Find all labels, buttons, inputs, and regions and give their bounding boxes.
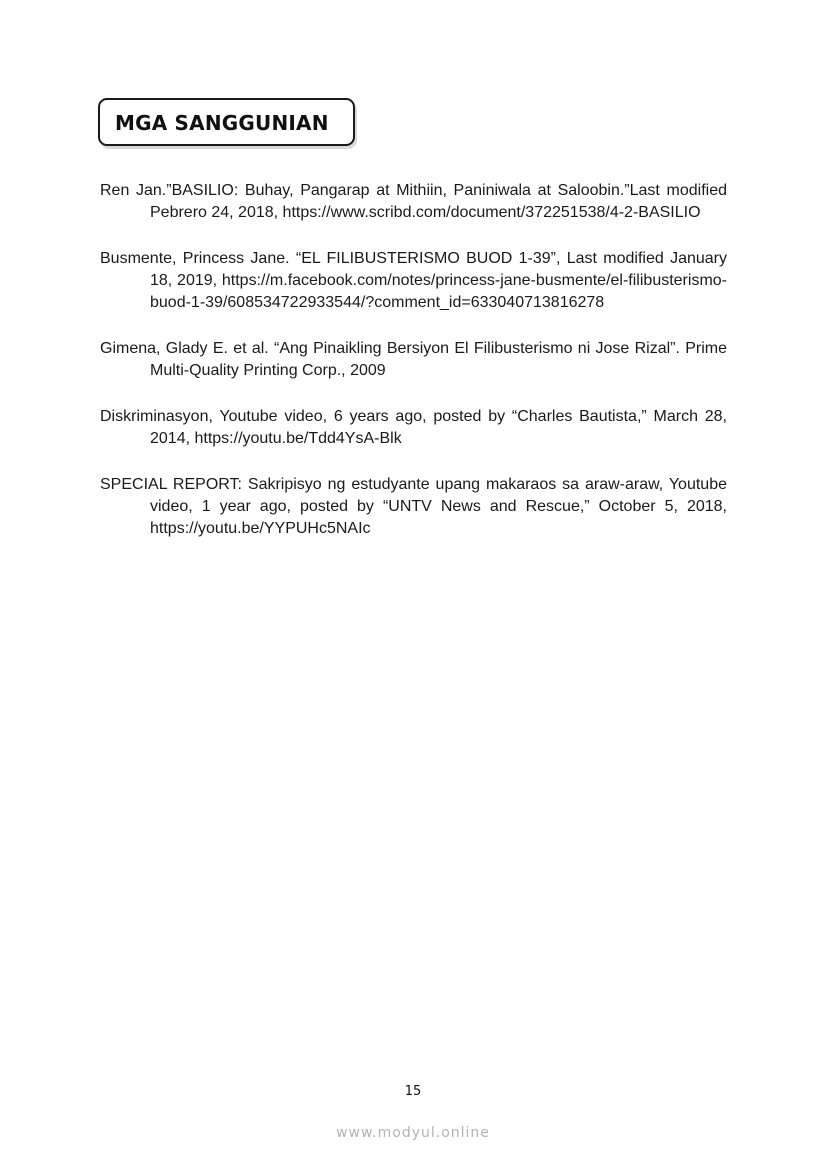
section-title: MGA SANGGUNIAN	[115, 111, 329, 135]
reference-item: SPECIAL REPORT: Sakripisyo ng estudyante upang makaraos sa araw-araw, Youtube video, 1 year ago, posted by “UNTV News and Rescue,” October 5, 2018, https://youtu.be/YYPUHc5NAIc	[100, 476, 727, 537]
reference-item: Diskriminasyon, Youtube video, 6 years ago, posted by “Charles Bautista,” March 28, 2014, https://youtu.be/Tdd4YsA-Blk	[100, 408, 727, 447]
section-title-box	[98, 98, 355, 146]
reference-item: Gimena, Glady E. et al. “Ang Pinaikling Bersiyon El Filibusterismo ni Jose Rizal”. Prime Multi-Quality Printing Corp., 2009	[100, 340, 727, 379]
reference-item: Ren Jan.”BASILIO: Buhay, Pangarap at Mithiin, Paniniwala at Saloobin.”Last modified Pebrero 24, 2018, https://www.scribd.com/document/372251538/4-2-BASILIO	[100, 182, 727, 221]
watermark: www.modyul.online	[336, 1125, 490, 1141]
page-number: 15	[404, 1084, 422, 1099]
reference-item: Busmente, Princess Jane. “EL FILIBUSTERISMO BUOD 1-39”, Last modified January 18, 2019, https://m.facebook.com/notes/princess-jane-busmente/el-filibusterismo-buod-1-39/608534722933544/?comment_id=633040713816278	[100, 250, 727, 311]
reference-list	[100, 180, 727, 564]
